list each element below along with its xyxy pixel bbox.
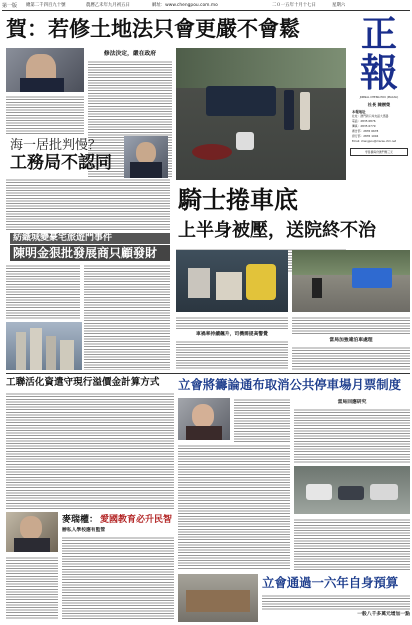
- contact-line: 社址：澳門新口岸友誼大馬路: [352, 114, 389, 118]
- fangkai-building-photo: [6, 322, 82, 370]
- mai-photo: [6, 512, 58, 552]
- publisher: 社長 陳樹榮: [367, 102, 391, 107]
- contact-line: 廣告部：2835 6678: [352, 129, 379, 133]
- road-scene-photo: [292, 250, 410, 312]
- price-box: 零售價每份澳門幣三元: [350, 148, 408, 156]
- contact-line: 電話：2835 6876: [352, 119, 376, 123]
- road-subtitle: 車禍率持續飆升，司機需提高警覺: [196, 332, 268, 337]
- budget-photo: [178, 574, 258, 622]
- section-divider: [6, 373, 410, 374]
- mai-headline: 愛國教育必升民智: [100, 515, 173, 525]
- issue-number: 總第二千四百九十號: [26, 3, 66, 8]
- lead-headline: 賀：若修土地法只會更嚴不會鬆: [6, 16, 300, 41]
- parking-body-text-right: [294, 408, 410, 464]
- parking-caption-text: [294, 518, 410, 570]
- logo-char-2: 報: [359, 50, 398, 95]
- budget-note: 一般八千多萬元增加一點: [357, 612, 410, 617]
- parking-councillor-photo: [178, 398, 230, 440]
- page-number: 第一版: [2, 3, 18, 9]
- workers-body-text: [6, 392, 174, 510]
- website[interactable]: 網址：www.chengpou.com.mo: [152, 3, 218, 8]
- parking-body-text-top: [234, 398, 290, 442]
- haiyi-title-2: 工務局不認同: [10, 153, 112, 173]
- fangkai-headline: 陳明金狠批發展商只顧發財: [10, 245, 170, 261]
- haiyi-official-photo: [124, 136, 168, 178]
- bike-caption-text: [292, 316, 410, 334]
- fangkai-body-text: [6, 264, 80, 320]
- parking-lot-photo: [294, 466, 410, 514]
- bridge-subtitle: 當局加強違泊車處理: [329, 338, 373, 343]
- moto-headline: [178, 186, 344, 214]
- haiyi-title: 海一居批判慢？: [10, 138, 102, 153]
- parking-body-text-left: [178, 444, 290, 570]
- mai-name: 麥瑞權：: [62, 515, 99, 525]
- top-info-bar: [2, 2, 410, 11]
- road-body-text: [176, 340, 288, 370]
- accident-photo: [176, 48, 346, 180]
- issue-date: 二０一五年十月十七日: [272, 3, 316, 8]
- rescue-photo: [176, 250, 288, 312]
- lead-photo-speaker: [6, 48, 84, 92]
- lead-body-caption: [6, 95, 84, 134]
- mai-body-text: [62, 536, 174, 620]
- budget-body-text: [262, 594, 410, 610]
- mai-left-text: [6, 556, 58, 620]
- moto-caption-text: [176, 316, 288, 330]
- fangkai-column-text: [84, 264, 170, 370]
- parking-headline: 立會將籌論通布取消公共停車場月票制度: [178, 377, 402, 392]
- weekday: 星期六: [332, 3, 346, 8]
- contact-line: Email: chengpou@macau.ctm.net: [352, 140, 396, 143]
- logo-english: JORNAL CHENG POU (MACAU): [359, 96, 399, 99]
- fangkai-kicker: 紡織城變豪宅旅遊門事件: [10, 233, 170, 244]
- masthead-panel: [348, 14, 410, 158]
- lead-intro-title: 修法決定，嚴在政府: [103, 51, 157, 57]
- logo-char-1: 正: [360, 13, 397, 55]
- moto-headline-part1: 騎士捲車底: [178, 185, 298, 214]
- mai-subtitle: 辦私人學校應有監管: [62, 528, 106, 533]
- bridge-body-text: [292, 346, 410, 370]
- haiyi-body-text: [6, 178, 170, 230]
- workers-headline: 工聯活化資遣守現行溢價金計算方式: [6, 377, 160, 388]
- contact-line: 傳真：2835 6779: [352, 124, 376, 128]
- moto-subheadline: 上半身被壓，送院終不治: [178, 220, 376, 241]
- lunar-date: 農曆乙未年九月初五日: [86, 3, 130, 8]
- contact-heading: 本報地址: [352, 110, 366, 114]
- parking-subtitle: 當局回應研究: [337, 400, 367, 405]
- contact-line: 發行部：2835 1004: [352, 134, 379, 138]
- budget-headline: 立會通過一六年自身預算: [262, 575, 399, 590]
